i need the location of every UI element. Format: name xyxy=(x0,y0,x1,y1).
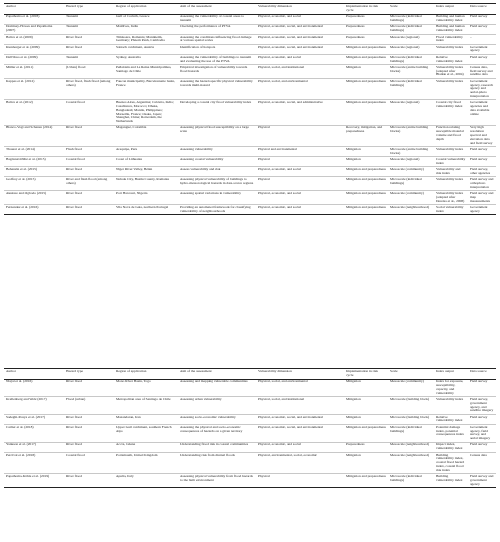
table-cell: Physical, economic, social, and environmental xyxy=(256,24,344,34)
table-cell: Kappes et al. (2012) xyxy=(4,79,64,100)
table-cell: Nehoiu City, Buzău County, Romania xyxy=(114,177,178,191)
table-row xyxy=(4,414,496,424)
table-cell: Mitigation xyxy=(344,147,388,157)
table-row xyxy=(4,55,496,65)
table-cell: Mitigation xyxy=(344,379,388,397)
vulnerability-table-part-2 xyxy=(4,368,496,488)
table-cell: Field survey xyxy=(468,55,496,65)
table-cell: River and flash flood (among others) xyxy=(64,177,114,191)
table-cell: Microscale (entire building blocks) xyxy=(388,65,434,79)
table-cell: River flood xyxy=(64,205,114,215)
table-cell: Dominey-Howes and Papathoma (2007) xyxy=(4,24,64,34)
table-cell: Physical, economic, social, and administrative xyxy=(256,100,344,125)
header-row xyxy=(4,369,496,380)
table-cell: Physical xyxy=(256,157,344,167)
table-cell: Assessing the vulnerability of buildings to tsunami and evaluating the use of the PTVA xyxy=(178,55,256,65)
table-cell: River flood xyxy=(64,442,114,452)
table-cell: Government agency xyxy=(468,44,496,54)
table-cell: Vila Nova de Gaia, northern Portugal xyxy=(114,205,178,215)
table-cell: River flood xyxy=(64,167,114,177)
table-cell: Field survey xyxy=(468,24,496,34)
table-cell: Understanding flood risk in coastal communities xyxy=(178,442,256,452)
table-cell: Upper Guil catchment, southern French Alps xyxy=(114,424,178,442)
table-cell: Empirical investigation of vulnerability towards flood hazards xyxy=(178,65,256,79)
table-row xyxy=(4,442,496,452)
table-cell: Census data, field survey and satellite data xyxy=(468,65,496,79)
table-cell: Tsunami xyxy=(64,24,114,34)
table-cell: River flood xyxy=(64,125,114,146)
table-cell: Metropolitan area of Santiago de Chile xyxy=(114,397,178,415)
table-cell: Relative vulnerability index xyxy=(434,414,468,424)
table-cell: Flood vulnerability index xyxy=(434,34,468,44)
table-cell: Assessing the vulnerability of coastal areas to tsunami xyxy=(178,14,256,24)
column-header: Author xyxy=(4,369,64,380)
table-cell: Papathoma et al. (2003) xyxy=(4,14,64,24)
table-cell: Field survey and government agency xyxy=(468,474,496,488)
table-cell: Microscale (individual buildings) xyxy=(388,79,434,100)
column-header: Aim of the assessment xyxy=(178,369,256,380)
table-cell: Vulnerability index (adapted after Blaikie et al., 2004) xyxy=(434,65,468,79)
table-cell: Mitigation and preparedness xyxy=(344,424,388,442)
table-cell: River flood xyxy=(64,191,114,205)
table-cell: Assessing physical flood susceptibility on a large scale xyxy=(178,125,256,146)
table-cell: Physical, social, and institutional xyxy=(256,397,344,415)
table-cell: Physical, economic, social, and environmental xyxy=(256,34,344,44)
table-cell: Building vulnerability index, coastal flood hazard index, coastal flood risk index xyxy=(434,452,468,473)
table-cell: Flood (urban) xyxy=(64,397,114,415)
table-cell: Microscale (building block) xyxy=(388,414,434,424)
table-row xyxy=(4,125,496,146)
table-cell: Mitigation xyxy=(344,397,388,415)
column-header: Region of application xyxy=(114,4,178,15)
table-cell: Microscale (individual buildings) xyxy=(388,474,434,488)
table-cell: Assessing the hazard-specific physical vulnerability towards multi-hazard xyxy=(178,79,256,100)
table-cell: Physical, economic, and social xyxy=(256,191,344,205)
table-cell: Physical, economic, social, and environmental xyxy=(256,414,344,424)
table-cell: Mitigation and preparedness xyxy=(344,177,388,191)
table-cell: – xyxy=(468,34,496,44)
table-cell: Very high resolution spectral and elevation data and field survey xyxy=(468,125,496,146)
table-cell: Physical xyxy=(256,177,344,191)
table-cell: Mitigation and preparedness xyxy=(344,44,388,54)
table-row xyxy=(4,24,496,34)
column-header: Vulnerability dimension xyxy=(256,4,344,15)
table-cell: Müller et al. (2011) xyxy=(4,65,64,79)
table-cell: River flood xyxy=(64,34,114,44)
table-cell: Buenos Aires, Argentina; Calcutta, India; Casablanca, Morocco; Dhaka, Bangladesh; Manila, Philippines; Marseille, France; Osaka, Japan; Shanghai, China; Rotterdam, the Netherlands xyxy=(114,100,178,125)
header-row xyxy=(4,4,496,15)
table-cell: Index for exposure, susceptibility, capacity, and vulnerability xyxy=(434,379,468,397)
table-cell: Developing a coastal city flood vulnerability index xyxy=(178,100,256,125)
column-header: Scale xyxy=(388,369,434,380)
table-cell: Physical, economic, and social xyxy=(256,14,344,24)
table-cell: Faucon municipality, Barcelonnette basin, France xyxy=(114,79,178,100)
table-cell: Sadeghi-Pouya et al. (2017) xyxy=(4,414,64,424)
table-cell: Identification of hotspots xyxy=(178,44,256,54)
table-header xyxy=(4,369,496,380)
table-cell: Arequipa, Peru xyxy=(114,147,178,157)
table-row xyxy=(4,191,496,205)
table-cell: Assessing urban vulnerability xyxy=(178,397,256,415)
table-cell: Mesoscale (community) xyxy=(388,379,434,397)
table-cell: Percival et al. (2018) xyxy=(4,452,64,473)
table-cell: Physical, social, and environmental xyxy=(256,79,344,100)
table-cell: Physical, economic, and social xyxy=(256,55,344,65)
table-cell: Preparedness xyxy=(344,14,388,24)
table-cell: Physical xyxy=(256,125,344,146)
table-cell: Field survey, other agencies xyxy=(468,167,496,177)
table-cell: Field survey xyxy=(468,147,496,157)
table-cell: Vulnerability index xyxy=(434,147,468,157)
table-cell: Coastal vulnerability index xyxy=(434,157,468,167)
table-cell: Mitigation and preparedness xyxy=(344,167,388,177)
table-cell: Magangué, Colombia xyxy=(114,125,178,146)
table-cell: Krellenberg and Welz (2017) xyxy=(4,397,64,415)
table-cell: Field survey xyxy=(468,14,496,24)
table-cell: Microscale (individual buildings) xyxy=(388,177,434,191)
table-cell: Coastal flood xyxy=(64,100,114,125)
table-cell: Papathoma-Köhle et al. (2019) xyxy=(4,474,64,488)
table-cell: Mono River Basin, Togo xyxy=(114,379,178,397)
table-cell: Godfrey et al. (2015) xyxy=(4,177,64,191)
table-cell: Government agency, research agency and aerial-photo interpretation xyxy=(468,79,496,100)
table-cell: Field survey xyxy=(468,442,496,452)
table-cell: Gulf of Corinth, Greece xyxy=(114,14,178,24)
table-cell: Potential damage index, potential consequences index xyxy=(434,424,468,442)
table-row xyxy=(4,167,496,177)
table-body xyxy=(4,379,496,488)
table-cell: Mesoscale (neighbourhood) xyxy=(388,442,434,452)
table-cell: Field survey xyxy=(468,379,496,397)
table-cell: Social vulnerability index xyxy=(434,205,468,215)
table-cell: Microscale (building block) xyxy=(388,397,434,415)
table-cell: Vulnerability index xyxy=(434,397,468,415)
table-cell: Salzach catchment, Austria xyxy=(114,44,178,54)
table-cell: Building and human vulnerability index xyxy=(434,14,468,24)
table-cell: Mitigation and preparedness xyxy=(344,79,388,100)
table-row xyxy=(4,79,496,100)
table-cell: Field survey xyxy=(468,414,496,424)
table-cell: Carlier et al. (2018) xyxy=(4,424,64,442)
table-cell: Coastal flood xyxy=(64,452,114,473)
table-cell: Recovery, mitigation, and preparedness xyxy=(344,125,388,146)
table-row xyxy=(4,65,496,79)
table-cell: Mesoscale (regional) xyxy=(388,44,434,54)
column-header: Data source xyxy=(468,4,496,15)
table-header xyxy=(4,4,496,15)
table-row xyxy=(4,44,496,54)
table-cell: Physical, economic, and social xyxy=(256,205,344,215)
table-cell: Coastal flood xyxy=(64,157,114,167)
table-cell: Preparedness xyxy=(344,34,388,44)
table-row xyxy=(4,147,496,157)
table-cell: Assessing and mapping vulnerable communities xyxy=(178,379,256,397)
table-cell: Blanco-Vogt and Schanze (2014) xyxy=(4,125,64,146)
table-cell: Apulia, Italy xyxy=(114,474,178,488)
table-row xyxy=(4,424,496,442)
table-cell: Mitigation xyxy=(344,157,388,167)
table-cell: Government agency xyxy=(468,205,496,215)
table-cell: Vulnerability index (adapted after Dereisa et al., 2008) xyxy=(434,191,468,205)
table-cell: Bagdanavičiūtė et al. (2015) xyxy=(4,157,64,167)
table-cell: Building and human vulnerability index xyxy=(434,24,468,34)
column-header: Author xyxy=(4,4,64,15)
table-cell: Assessing the conditions influencing flood damage at various spatial scales xyxy=(178,34,256,44)
table-cell: River flood xyxy=(64,474,114,488)
table-cell: Mitigation xyxy=(344,65,388,79)
table-cell: Behanzin et al. (2015) xyxy=(4,167,64,177)
table-row xyxy=(4,205,496,215)
table-cell: Mesoscale (neighbourhood) xyxy=(388,452,434,473)
table-cell: Physical xyxy=(256,474,344,488)
table-cell: Mitigation and preparedness xyxy=(344,474,388,488)
table-cell: Field survey, government agency, and satellite imagery xyxy=(468,397,496,415)
table-body xyxy=(4,14,496,215)
table-cell: Physical, economic, and social xyxy=(256,167,344,177)
column-header: Data source xyxy=(468,369,496,380)
table-cell: Physical, economic, social, and environmental xyxy=(256,44,344,54)
table-cell: Vulnerability index xyxy=(434,177,468,191)
table-row xyxy=(4,474,496,488)
table-cell: Relative vulnerability index xyxy=(434,55,468,65)
table-cell: Kienberger et al. (2009) xyxy=(4,44,64,54)
table-cell: Accra, Ghana xyxy=(114,442,178,452)
table-cell: Flash flood xyxy=(64,147,114,157)
column-header: Scale xyxy=(388,4,434,15)
table-cell: Assessing vulnerability xyxy=(178,147,256,157)
table-cell: Function relating susceptible material volume and flood depth xyxy=(434,125,468,146)
table-cell: Balica et al. (2012) xyxy=(4,100,64,125)
table-cell: Tsunami xyxy=(64,55,114,65)
column-header: Hazard type xyxy=(64,4,114,15)
table-cell: Assessing socio-economic vulnerability xyxy=(178,414,256,424)
table-cell: Port Harcourt, Nigeria xyxy=(114,191,178,205)
table-cell: Field survey xyxy=(468,157,496,167)
table-cell: Mitigation and preparedness xyxy=(344,100,388,125)
table-cell: Ntajal et al. (2016) xyxy=(4,379,64,397)
table-cell: Government agency, field survey, and aerial imagery xyxy=(468,424,496,442)
table-cell: Preparedness xyxy=(344,442,388,452)
table-cell: Vulnerability and risk index xyxy=(434,167,468,177)
table-cell: Thouret et al. (2014) xyxy=(4,147,64,157)
table-row xyxy=(4,157,496,167)
column-header: Index output xyxy=(434,4,468,15)
table-cell: Checking the performance of PTVA xyxy=(178,24,256,34)
column-header: Vulnerability dimension xyxy=(256,369,344,380)
table-row xyxy=(4,397,496,415)
table-cell: River flood xyxy=(64,414,114,424)
column-header: Region of application xyxy=(114,369,178,380)
table-cell: Mazandaran, Iran xyxy=(114,414,178,424)
table-cell: Assess vulnerability and risk xyxy=(178,167,256,177)
table-cell: Microscale (entire building blocks) xyxy=(388,147,434,157)
table-cell: Understanding risk from diurnal floods xyxy=(178,452,256,473)
table-cell: Mitigation and preparedness xyxy=(344,55,388,65)
table-cell: Sydney, Australia xyxy=(114,55,178,65)
table-cell: Mitigation xyxy=(344,452,388,473)
table-cell: Physical, social, and environmental xyxy=(256,379,344,397)
table-cell: Impact index, vulnerability index xyxy=(434,442,468,452)
table-cell: Microscale (entire building blocks) xyxy=(388,125,434,146)
table-cell: Assessing coastal vulnerability xyxy=(178,157,256,167)
table-cell: Mitigation and preparedness xyxy=(344,205,388,215)
table-row xyxy=(4,379,496,397)
table-cell: Assessing the physical and socio-economic consequences of hazards on a given territory xyxy=(178,424,256,442)
table-cell: Assessing spatial variations in vulnerability xyxy=(178,191,256,205)
table-cell: Physical and environmental xyxy=(256,147,344,157)
table-cell: Portsmouth, United Kingdom xyxy=(114,452,178,473)
table-cell: Providing an automated framework for classifying vulnerability of neighbourhoods xyxy=(178,205,256,215)
table-cell: Microscale (individual buildings) xyxy=(388,55,434,65)
table-cell: Yankson et al. (2017) xyxy=(4,442,64,452)
table-cell: Vulnerability index xyxy=(434,79,468,100)
table-cell: River flood xyxy=(64,379,114,397)
table-cell: Census data xyxy=(468,452,496,473)
table-cell: (Urban) flood xyxy=(64,65,114,79)
table-cell: Physical, economic, social, and environmental xyxy=(256,424,344,442)
table-cell: Mesoscale (neighbourhood) xyxy=(388,205,434,215)
table-cell: Tsunami xyxy=(64,14,114,24)
table-cell: Niger River Valley, Bénin xyxy=(114,167,178,177)
table-cell: Vulnerability index xyxy=(434,44,468,54)
table-cell: Mesoscale (community) xyxy=(388,167,434,177)
table-cell: Building vulnerability index xyxy=(434,474,468,488)
table-cell: Physical, social, and institutional xyxy=(256,65,344,79)
table-cell: Physical, environmental, social, economic xyxy=(256,452,344,473)
table-cell: River flood, flash flood (among others) xyxy=(64,79,114,100)
table-row xyxy=(4,452,496,473)
table-cell: Field survey and orthophoto interpretation xyxy=(468,177,496,191)
table-cell: Timisoara, Romania; Mannheim, Germany; Phnom Penh, Cambodia xyxy=(114,34,178,44)
table-cell: Coastal city flood vulnerability index xyxy=(434,100,468,125)
column-header: Index output xyxy=(434,369,468,380)
table-cell: Mesoscale (regional) xyxy=(388,100,434,125)
column-header: Hazard type xyxy=(64,369,114,380)
table-cell: River flood xyxy=(64,424,114,442)
column-header: Implementation in risk cycle xyxy=(344,369,388,380)
table-cell: Microscale (individual buildings) xyxy=(388,24,434,34)
table-cell: River flood xyxy=(64,44,114,54)
table-cell: Mitigation and preparedness xyxy=(344,191,388,205)
table-row xyxy=(4,100,496,125)
table-cell: Maldives, India xyxy=(114,24,178,34)
vulnerability-table-part-1 xyxy=(4,3,496,215)
table-cell: Government agencies and data available online xyxy=(468,100,496,125)
table-row xyxy=(4,177,496,191)
column-header: Implementation in risk cycle xyxy=(344,4,388,15)
table-cell: Mesoscale (community) xyxy=(388,191,434,205)
table-row xyxy=(4,34,496,44)
table-cell: Coast of Lithuania xyxy=(114,157,178,167)
table-cell: Dall'Osso et al. (2009) xyxy=(4,55,64,65)
table-cell: Microscale (individual buildings) xyxy=(388,424,434,442)
table-cell: Mesoscale (regional) xyxy=(388,34,434,44)
table-cell: Mesoscale (regional) xyxy=(388,157,434,167)
table-cell: Field survey and map measurements xyxy=(468,191,496,205)
table-cell: Balica et al. (2009) xyxy=(4,34,64,44)
table-cell: Akukwe and Ogbodo (2015) xyxy=(4,191,64,205)
table-cell: Fernandez et al. (2016) xyxy=(4,205,64,215)
table-cell: Assessing physical vulnerability of buildings to hydro-meteorological hazards in data-scarce regions xyxy=(178,177,256,191)
table-cell: Microscale (individual buildings) xyxy=(388,14,434,24)
table-cell: Assessing physical vulnerability from flood hazards to the built environment xyxy=(178,474,256,488)
table-cell: Peñalolén and La Reina Municipalities, Santiago de Chile xyxy=(114,65,178,79)
column-header: Aim of the assessment xyxy=(178,4,256,15)
table-cell: Physical, economic, and social xyxy=(256,442,344,452)
table-row xyxy=(4,14,496,24)
table-cell: Mitigation xyxy=(344,414,388,424)
table-cell: Preparedness xyxy=(344,24,388,34)
